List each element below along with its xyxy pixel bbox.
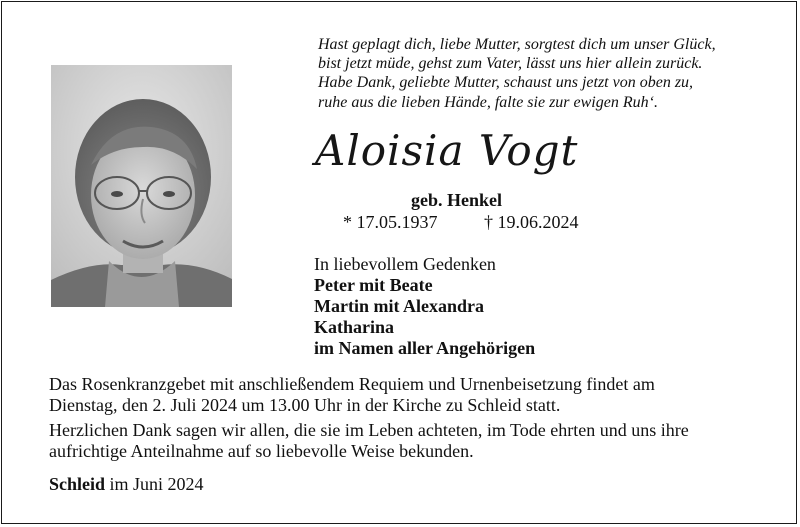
death-date: † 19.06.2024 [484,212,579,232]
poem-line: Habe Dank, geliebte Mutter, schaust uns jetzt von oben zu, [318,74,694,92]
text-line: Dienstag, den 2. Juli 2024 um 13.00 Uhr in der Kirche zu Schleid statt. [49,395,561,415]
mourner-entry: Katharina [314,317,395,337]
thanks-note [49,420,769,462]
mourners-list [314,275,535,359]
mourner-entry: Martin mit Alexandra [314,296,484,316]
memorial-poem [318,35,788,112]
service-announcement [49,374,769,416]
portrait-image [51,65,232,307]
poem-line: bist jetzt müde, gehst zum Vater, lässt uns hier allein zurück. [318,55,703,73]
closing-place: Schleid [49,474,106,494]
portrait-photo [51,65,232,307]
maiden-name: geb. Henkel [411,190,503,210]
poem-line: Hast geplagt dich, liebe Mutter, sorgtest dich um unser Glück, [318,36,716,53]
life-dates [343,212,579,233]
text-line: aufrichtige Anteilnahme auf so liebevolle Weise bekunden. [49,441,474,461]
closing-line [49,474,204,495]
deceased-name: Aloisia Vogt [315,126,579,175]
mourner-entry: im Namen aller Angehörigen [314,338,536,358]
birth-date: * 17.05.1937 [343,212,438,232]
closing-date: im Juni 2024 [109,474,204,494]
poem-line: ruhe aus die lieben Hände, falte sie zur ewigen Ruh‘. [318,93,658,111]
text-line: Herzlichen Dank sagen wir allen, die sie im Leben achteten, im Tode ehrten und uns ihre [49,420,689,440]
memory-line: In liebevollem Gedenken [314,254,496,274]
text-line: Das Rosenkranzgebet mit anschließendem Requiem und Urnenbeisetzung findet am [49,374,655,394]
mourner-entry: Peter mit Beate [314,275,433,295]
obituary-frame [1,1,797,524]
